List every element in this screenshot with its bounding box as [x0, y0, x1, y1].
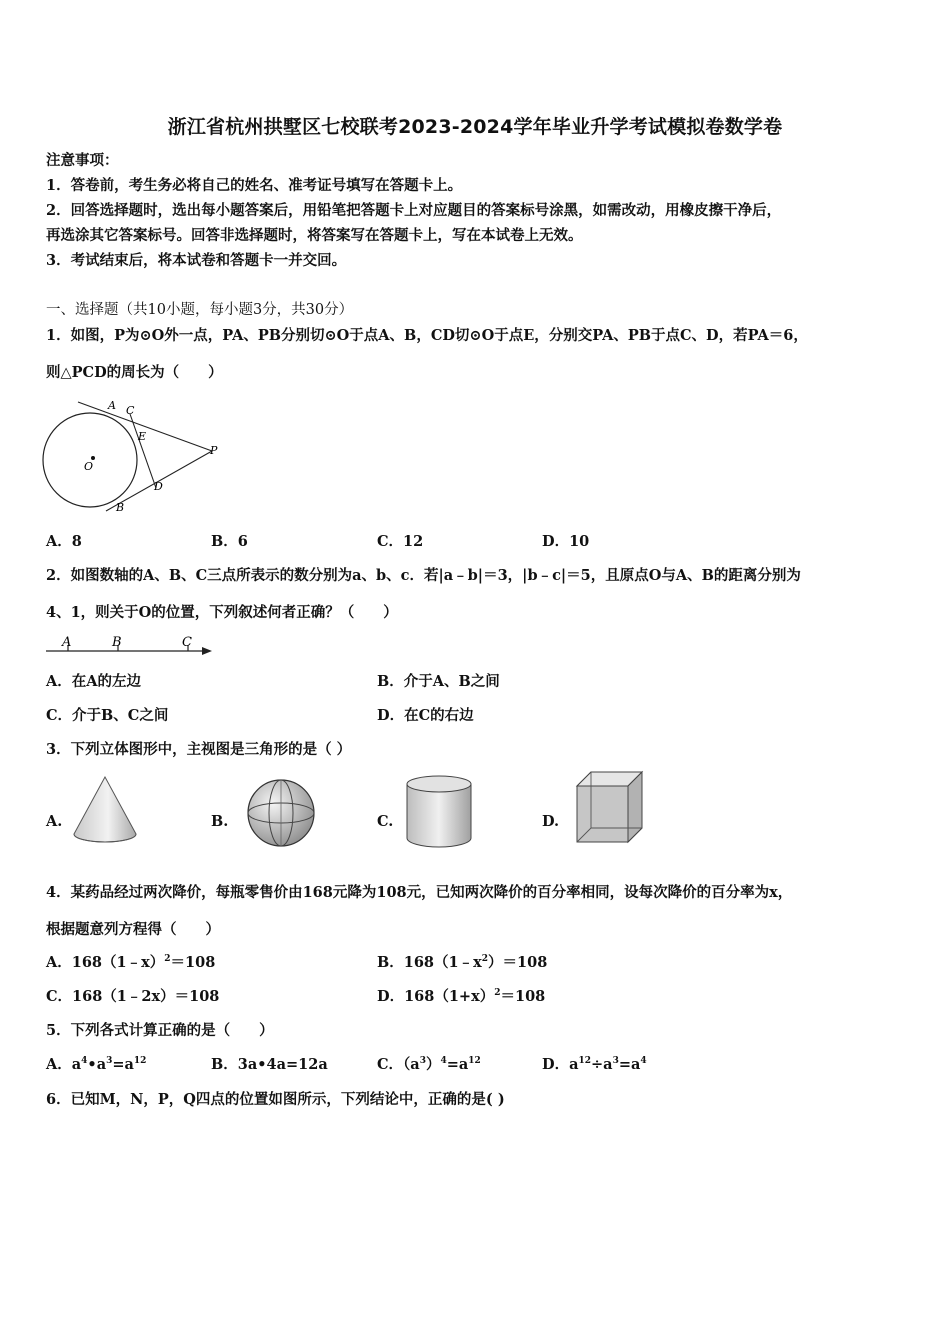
q3-stem-line1: 3．下列立体图形中，主视图是三角形的是（ ） — [46, 741, 352, 758]
q4-option-b-exponent: 2 — [481, 954, 489, 965]
q5-stem-line1: 5．下列各式计算正确的是（ ） — [46, 1022, 274, 1039]
q4-option-a[interactable] — [46, 954, 215, 972]
q1-label-e: E — [138, 430, 147, 443]
q5-option-a-exponent: 3 — [106, 1056, 113, 1067]
q4-stem-line1: 4．某药品经过两次降价，每瓶零售价由168元降为108元，已知两次降价的百分率相同，设每次降价的百分率为x， — [46, 884, 793, 901]
notice-item: 2．回答选择题时，选出每小题答案后，用铅笔把答题卡上对应题目的答案标号涂黑，如需改动，用橡皮擦干净后， — [46, 202, 782, 219]
q2-label-c: C — [182, 635, 192, 650]
q4-option-c[interactable] — [46, 988, 219, 1006]
q4-stem-line2: 根据题意列方程得（ ） — [46, 921, 220, 938]
q5-option-a[interactable] — [46, 1056, 146, 1074]
q4-option-c-text: C．168（1﹣2x）＝108 — [46, 988, 220, 1005]
q5-option-d-text: D．a — [542, 1056, 579, 1073]
q5-option-d-exponent: 3 — [612, 1056, 619, 1067]
q1-option-b[interactable]: B．6 — [211, 533, 248, 550]
q5-option-d-exponent: 4 — [640, 1056, 647, 1067]
q4-option-a-text: A．168（1﹣x） — [46, 954, 165, 971]
q5-option-d-text: =a — [618, 1056, 641, 1073]
q2-option-b[interactable]: B．介于A、B之间 — [377, 673, 500, 690]
q5-option-d-exponent: 12 — [578, 1056, 592, 1067]
sphere-icon — [244, 776, 318, 850]
cone-icon — [70, 774, 140, 846]
notice-item: 1．答卷前，考生务必将自己的姓名、准考证号填写在答题卡上。 — [46, 177, 463, 194]
section-heading: 一、选择题（共10小题，每小题3分，共30分） — [46, 302, 354, 318]
q2-number-line-figure — [44, 634, 216, 660]
notice-heading: 注意事项： — [46, 152, 119, 169]
q6-stem-line1: 6．已知M，N，P，Q四点的位置如图所示，下列结论中，正确的是( ) — [46, 1091, 505, 1108]
q4-option-b[interactable] — [377, 954, 547, 972]
cube-icon — [574, 770, 646, 844]
q1-option-d[interactable]: D．10 — [542, 533, 590, 550]
q5-option-c-exponent: 12 — [468, 1056, 481, 1067]
q1-label-b: B — [116, 501, 125, 514]
q1-stem-line2: 则△PCD的周长为（ ） — [46, 364, 223, 381]
q2-stem-line2: 4、1，则关于O的位置，下列叙述何者正确？（ ） — [46, 604, 398, 621]
q4-option-d-text-end: ＝108 — [500, 988, 546, 1005]
q3-option-c[interactable]: C. — [377, 813, 394, 830]
q5-option-a-text: =a — [112, 1056, 134, 1073]
q2-label-a: A — [62, 635, 72, 650]
q3-option-a[interactable]: A. — [46, 813, 63, 830]
q5-option-c-exponent: 4 — [440, 1056, 447, 1067]
q4-option-a-text-end: ＝108 — [170, 954, 216, 971]
q5-option-a-text: A．a — [46, 1056, 82, 1073]
q2-option-a[interactable]: A．在A的左边 — [46, 673, 142, 690]
q5-option-c-text: C．（a — [377, 1056, 420, 1073]
q5-option-c-text: =a — [446, 1056, 469, 1073]
q1-tangent-circle-figure — [40, 396, 230, 518]
notice-item: 再选涂其它答案标号。回答非选择题时，将答案写在答题卡上，写在本试卷上无效。 — [46, 227, 583, 244]
q1-stem-line1: 1．如图，P为⊙O外一点，PA、PB分别切⊙O于点A、B，CD切⊙O于点E，分别交PA、PB于点C、D，若PA＝6， — [46, 327, 808, 344]
q1-option-a[interactable]: A．8 — [46, 533, 82, 550]
q5-option-a-exponent: 4 — [81, 1056, 88, 1067]
q5-option-c-exponent: 3 — [419, 1056, 426, 1067]
q1-option-c[interactable]: C．12 — [377, 533, 424, 550]
q1-label-p: P — [210, 444, 218, 457]
q2-label-b: B — [112, 635, 122, 650]
q1-label-c: C — [126, 404, 135, 417]
page-title: 浙江省杭州拱墅区七校联考2023-2024学年毕业升学考试模拟卷数学卷 — [167, 116, 783, 138]
q2-option-d[interactable]: D．在C的右边 — [377, 707, 474, 724]
q5-option-c[interactable] — [377, 1056, 481, 1074]
notice-item: 3．考试结束后，将本试卷和答题卡一并交回。 — [46, 252, 347, 269]
q4-option-d-text: D．168（1+x） — [377, 988, 495, 1005]
q4-option-d[interactable] — [377, 988, 545, 1006]
q4-option-d-exponent: 2 — [494, 988, 501, 999]
cylinder-icon — [403, 774, 475, 850]
q5-option-b-text: B．3a•4a=12a — [211, 1056, 328, 1073]
q2-stem-line1: 2．如图数轴的A、B、C三点所表示的数分别为a、b、c．若|a﹣b|＝3，|b﹣c|＝5，且原点O与A、B的距离分别为 — [46, 567, 801, 584]
q1-label-a: A — [108, 399, 116, 412]
q5-option-d-text: ÷a — [591, 1056, 613, 1073]
q5-option-a-exponent: 12 — [133, 1056, 147, 1067]
q3-option-d[interactable]: D. — [542, 813, 560, 830]
q5-option-c-text: ） — [425, 1056, 441, 1073]
q4-option-b-text-end: ）＝108 — [488, 954, 548, 971]
q4-option-a-exponent: 2 — [164, 954, 171, 965]
q1-label-d: D — [154, 480, 163, 493]
q5-option-b[interactable] — [211, 1056, 328, 1074]
q5-option-a-text: •a — [87, 1056, 107, 1073]
q5-option-d[interactable] — [542, 1056, 647, 1074]
q2-option-c[interactable]: C．介于B、C之间 — [46, 707, 169, 724]
q3-option-b[interactable]: B. — [211, 813, 229, 830]
q1-label-o: O — [84, 460, 94, 473]
q4-option-b-text: B．168（1﹣x — [377, 954, 482, 971]
